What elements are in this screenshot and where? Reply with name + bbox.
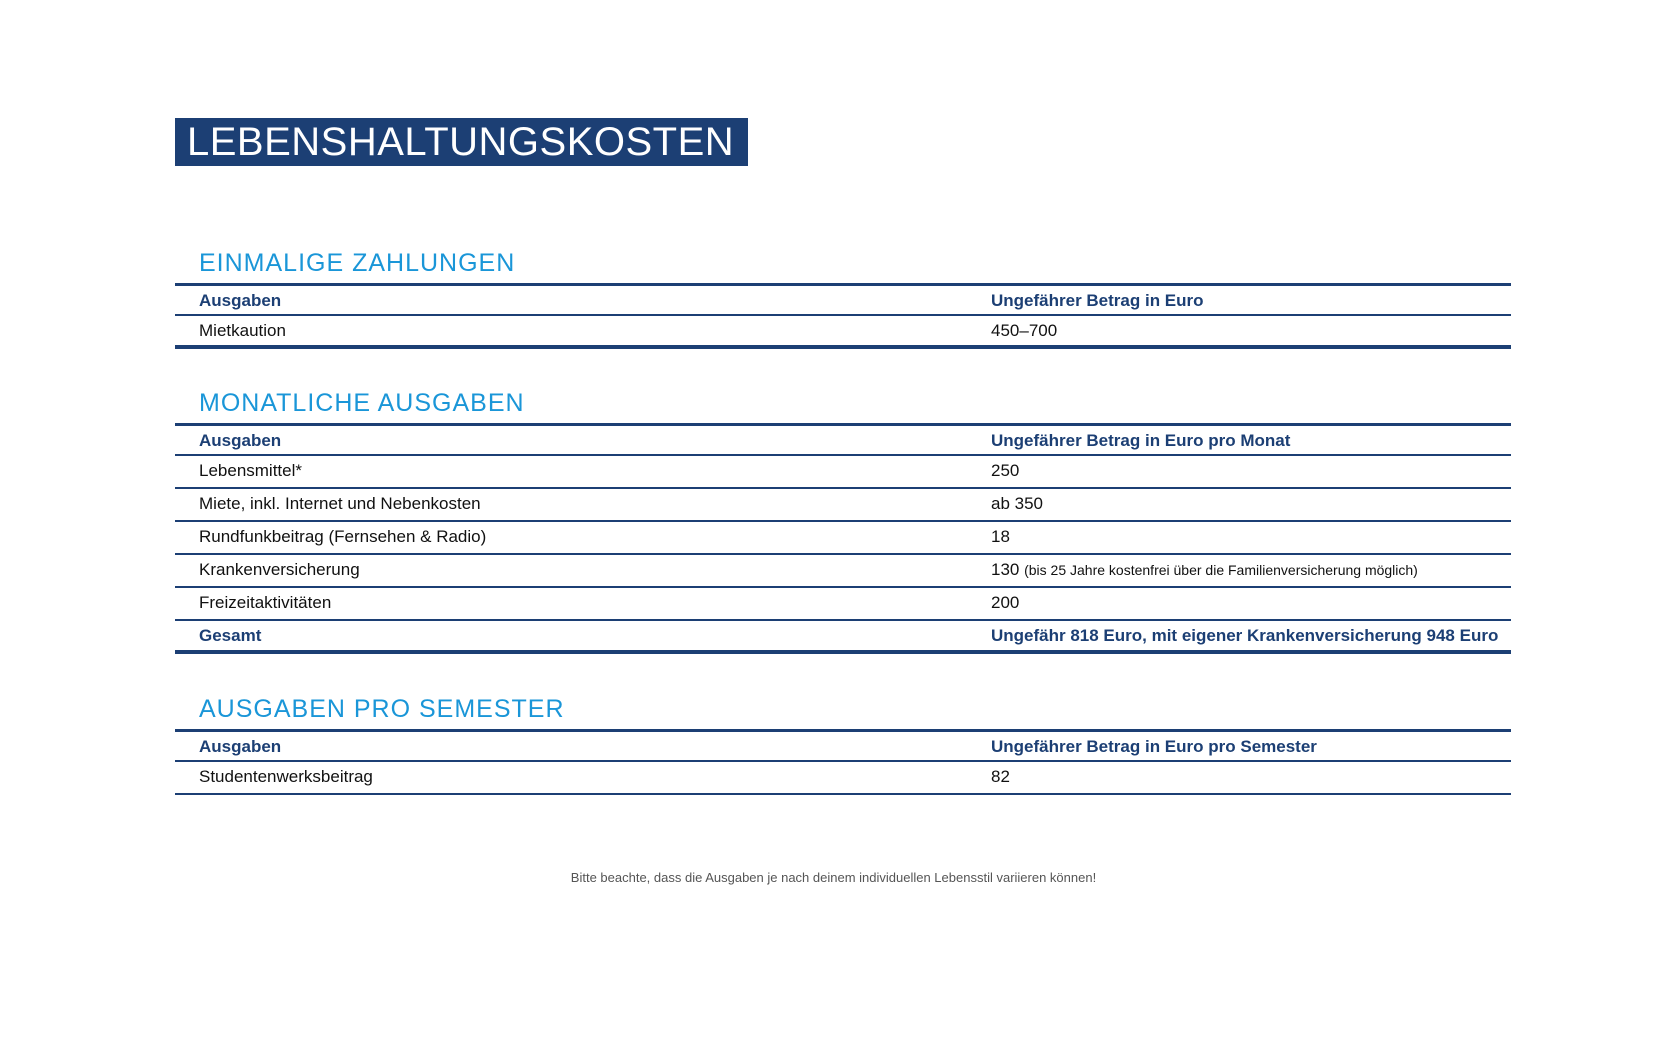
table-one-time: [175, 283, 1511, 349]
table-row: [175, 762, 1511, 795]
table-header-row: [175, 283, 1511, 316]
row-amount: 82: [991, 767, 1010, 786]
row-item: Krankenversicherung: [199, 560, 360, 579]
page-title: LEBENSHALTUNGSKOSTEN: [175, 118, 748, 166]
table-row: [175, 489, 1511, 522]
row-item: Rundfunkbeitrag (Fernsehen & Radio): [199, 527, 487, 546]
header-expenses: Ausgaben: [199, 291, 282, 310]
row-item: Miete, inkl. Internet und Nebenkosten: [199, 494, 481, 513]
table-header-row: [175, 423, 1511, 456]
table-total-row: [175, 621, 1511, 654]
row-amount: ab 350: [991, 494, 1043, 513]
table-semester: [175, 729, 1511, 795]
footnote: Bitte beachte, dass die Ausgaben je nach deinem individuellen Lebensstil variieren können!: [570, 870, 1097, 885]
total-value: Ungefähr 818 Euro, mit eigener Krankenversicherung 948 Euro: [991, 626, 1499, 645]
row-item: Freizeitaktivitäten: [199, 593, 332, 612]
row-amount-value: 130: [991, 560, 1020, 579]
header-expenses: Ausgaben: [199, 431, 282, 450]
table-row: [175, 588, 1511, 621]
header-expenses: Ausgaben: [199, 737, 282, 756]
row-amount: [991, 555, 1418, 585]
header-amount: Ungefährer Betrag in Euro: [991, 291, 1204, 310]
header-amount: Ungefährer Betrag in Euro pro Semester: [991, 737, 1317, 756]
section-title-semester: AUSGABEN PRO SEMESTER: [199, 695, 565, 723]
row-item: Mietkaution: [199, 321, 286, 340]
row-amount: 18: [991, 527, 1010, 546]
table-row: [175, 555, 1511, 588]
table-row: [175, 316, 1511, 349]
table-row: [175, 456, 1511, 489]
table-row: [175, 522, 1511, 555]
section-title-one-time: EINMALIGE ZAHLUNGEN: [199, 249, 516, 277]
row-item: Studentenwerksbeitrag: [199, 767, 373, 786]
row-amount-note: (bis 25 Jahre kostenfrei über die Familienversicherung möglich): [1024, 562, 1418, 578]
table-header-row: [175, 729, 1511, 762]
row-amount: 250: [991, 461, 1020, 480]
row-item: Lebensmittel*: [199, 461, 303, 480]
section-title-monthly: MONATLICHE AUSGABEN: [199, 389, 525, 417]
table-monthly: [175, 423, 1511, 654]
row-amount: 200: [991, 593, 1020, 612]
row-amount: 450–700: [991, 321, 1058, 340]
header-amount: Ungefährer Betrag in Euro pro Monat: [991, 431, 1291, 450]
total-label: Gesamt: [199, 626, 262, 645]
